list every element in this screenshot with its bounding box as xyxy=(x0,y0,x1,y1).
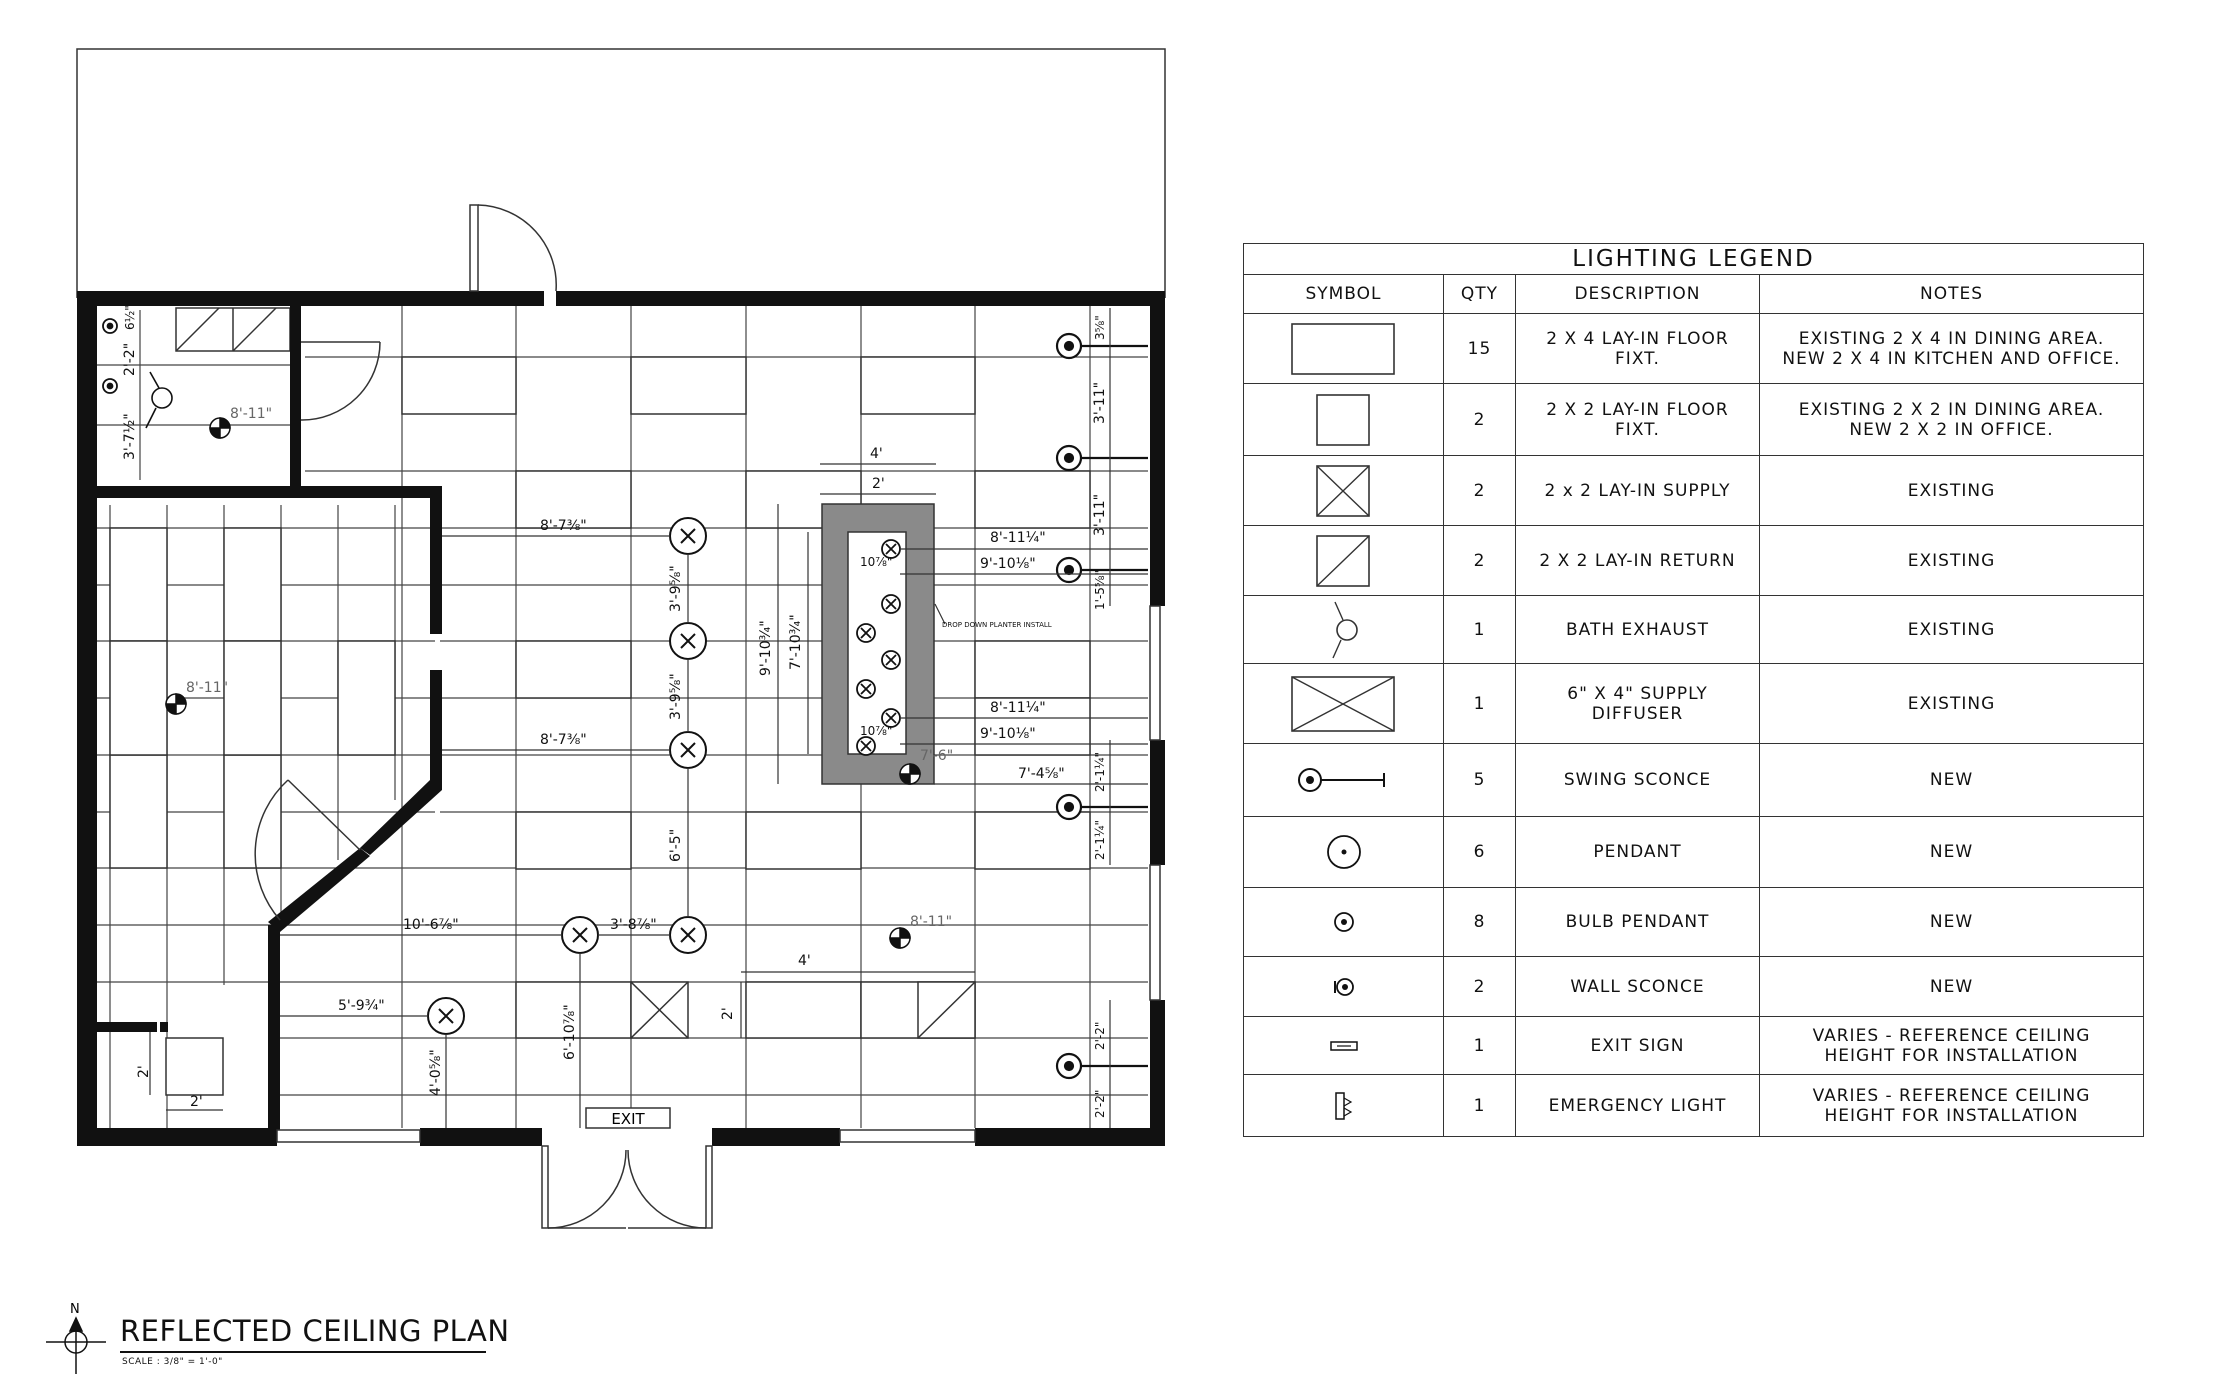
svg-text:2': 2' xyxy=(720,1007,736,1020)
exit-sign-label: EXIT xyxy=(611,1110,645,1128)
legend-description: 2 x 2 LAY-IN SUPPLY xyxy=(1516,456,1760,526)
svg-text:6'-10⅞": 6'-10⅞" xyxy=(562,1004,578,1060)
legend-row xyxy=(1244,664,2144,744)
legend-qty: 2 xyxy=(1444,384,1516,456)
svg-text:3'-11": 3'-11" xyxy=(1092,381,1108,424)
legend-row xyxy=(1244,957,2144,1017)
pendant-icon xyxy=(1244,817,1444,888)
svg-text:10⅞": 10⅞" xyxy=(860,724,893,738)
legend-description: WALL SCONCE xyxy=(1516,957,1760,1017)
north-label: N xyxy=(70,1302,80,1317)
2x2-supply-icon xyxy=(1244,456,1444,526)
2x2-floor-fixture-icon xyxy=(1244,384,1444,456)
col-qty: QTY xyxy=(1444,275,1516,314)
legend-notes: NEW xyxy=(1760,817,2144,888)
2x2-return-icon xyxy=(1244,526,1444,596)
col-description: DESCRIPTION xyxy=(1516,275,1760,314)
svg-text:4': 4' xyxy=(870,446,883,462)
legend-qty: 6 xyxy=(1444,817,1516,888)
legend-row xyxy=(1244,596,2144,664)
svg-text:8'-7⅜": 8'-7⅜" xyxy=(540,732,587,748)
drawing-scale: SCALE : 3/8" = 1'-0" xyxy=(122,1357,223,1367)
svg-text:4': 4' xyxy=(798,953,811,969)
wall-sconce-icon xyxy=(1244,957,1444,1017)
legend-qty: 1 xyxy=(1444,1017,1516,1075)
legend-description: BATH EXHAUST xyxy=(1516,596,1760,664)
svg-text:8'-11": 8'-11" xyxy=(230,406,273,422)
legend-qty: 1 xyxy=(1444,664,1516,744)
drop-down-planter xyxy=(822,504,934,784)
legend-description: 2 X 2 LAY-IN RETURN xyxy=(1516,526,1760,596)
svg-text:2': 2' xyxy=(190,1094,203,1110)
legend-notes: EXISTING xyxy=(1760,596,2144,664)
legend-notes: EXISTING xyxy=(1760,664,2144,744)
legend-qty: 1 xyxy=(1444,596,1516,664)
svg-text:8'-11": 8'-11" xyxy=(186,680,229,696)
svg-text:DROP DOWN PLANTER INSTALL: DROP DOWN PLANTER INSTALL xyxy=(942,621,1052,629)
legend-qty: 1 xyxy=(1444,1075,1516,1137)
legend-qty: 8 xyxy=(1444,888,1516,957)
svg-text:3'-11": 3'-11" xyxy=(1092,493,1108,536)
lighting-legend-table xyxy=(1243,243,2144,1137)
legend-notes: NEW xyxy=(1760,888,2144,957)
svg-text:1'-5⅝": 1'-5⅝" xyxy=(1093,569,1107,610)
legend-notes: NEW xyxy=(1760,744,2144,817)
svg-text:7'-6": 7'-6" xyxy=(920,748,954,764)
legend-qty: 5 xyxy=(1444,744,1516,817)
legend-qty: 2 xyxy=(1444,456,1516,526)
bulb-pendant-icon xyxy=(1244,888,1444,957)
svg-text:3'-9⅝": 3'-9⅝" xyxy=(668,565,684,612)
bath-exhaust xyxy=(146,372,172,428)
wall-sconces xyxy=(103,319,117,393)
svg-text:7'-4⅝": 7'-4⅝" xyxy=(1018,766,1065,782)
legend-description: 2 X 2 LAY-IN FLOOR FIXT. xyxy=(1516,384,1760,456)
legend-description: 2 X 4 LAY-IN FLOOR FIXT. xyxy=(1516,314,1760,384)
legend-description: PENDANT xyxy=(1516,817,1760,888)
title-underline xyxy=(120,1351,486,1353)
svg-text:4'-0⅝": 4'-0⅝" xyxy=(428,1049,444,1096)
legend-description: EMERGENCY LIGHT xyxy=(1516,1075,1760,1137)
svg-text:2'-2": 2'-2" xyxy=(1093,1021,1107,1050)
legend-qty: 2 xyxy=(1444,526,1516,596)
svg-text:2'-2": 2'-2" xyxy=(1093,1089,1107,1118)
pendants xyxy=(428,518,706,1034)
svg-text:8'-11": 8'-11" xyxy=(910,914,953,930)
svg-text:2'-1¼": 2'-1¼" xyxy=(1093,819,1107,860)
legend-notes: VARIES - REFERENCE CEILING HEIGHT FOR INSTALLATION xyxy=(1760,1017,2144,1075)
legend-row xyxy=(1244,1075,2144,1137)
col-symbol: SYMBOL xyxy=(1244,275,1444,314)
legend-qty: 15 xyxy=(1444,314,1516,384)
legend-notes: EXISTING 2 X 4 IN DINING AREA. NEW 2 X 4 IN KITCHEN AND OFFICE. xyxy=(1760,314,2144,384)
legend-description: EXIT SIGN xyxy=(1516,1017,1760,1075)
legend-notes: VARIES - REFERENCE CEILING HEIGHT FOR INSTALLATION xyxy=(1760,1075,2144,1137)
svg-text:9'-10⅛": 9'-10⅛" xyxy=(980,556,1036,572)
legend-qty: 2 xyxy=(1444,957,1516,1017)
legend-row xyxy=(1244,456,2144,526)
legend-row xyxy=(1244,888,2144,957)
svg-text:8'-11¼": 8'-11¼" xyxy=(990,530,1046,546)
svg-text:6'-5": 6'-5" xyxy=(668,828,684,862)
legend-title: LIGHTING LEGEND xyxy=(1244,244,2144,275)
svg-text:7'-10¾": 7'-10¾" xyxy=(788,614,804,670)
2x4-floor-fixture-icon xyxy=(1244,314,1444,384)
legend-description: 6" X 4" SUPPLY DIFFUSER xyxy=(1516,664,1760,744)
north-arrow-icon xyxy=(46,1318,106,1374)
svg-text:3'-8⅞": 3'-8⅞" xyxy=(610,917,657,933)
legend-row xyxy=(1244,526,2144,596)
legend-description: BULB PENDANT xyxy=(1516,888,1760,957)
roof-outline xyxy=(77,49,1165,298)
svg-text:9'-10⅛": 9'-10⅛" xyxy=(980,726,1036,742)
svg-text:3'-7½": 3'-7½" xyxy=(122,413,138,460)
bath-exhaust-icon xyxy=(1244,596,1444,664)
svg-text:10'-6⅞": 10'-6⅞" xyxy=(403,917,459,933)
exit-sign-icon xyxy=(1244,1017,1444,1075)
legend-row xyxy=(1244,1017,2144,1075)
svg-text:6½": 6½" xyxy=(123,305,137,330)
legend-row xyxy=(1244,817,2144,888)
supply-diffuser-icon xyxy=(1244,664,1444,744)
svg-text:2': 2' xyxy=(136,1065,152,1078)
svg-text:2'-1¼": 2'-1¼" xyxy=(1093,751,1107,792)
swing-sconce-icon xyxy=(1244,744,1444,817)
col-notes: NOTES xyxy=(1760,275,2144,314)
legend-row xyxy=(1244,384,2144,456)
legend-row xyxy=(1244,314,2144,384)
svg-text:8'-11¼": 8'-11¼" xyxy=(990,700,1046,716)
svg-text:2': 2' xyxy=(872,476,885,492)
svg-text:9'-10¾": 9'-10¾" xyxy=(758,620,774,676)
emergency-light-icon xyxy=(1244,1075,1444,1137)
legend-notes: EXISTING xyxy=(1760,456,2144,526)
svg-text:8'-7⅜": 8'-7⅜" xyxy=(540,518,587,534)
legend-notes: EXISTING xyxy=(1760,526,2144,596)
svg-text:5'-9¾": 5'-9¾" xyxy=(338,998,385,1014)
drawing-title: REFLECTED CEILING PLAN xyxy=(120,1314,510,1348)
legend-description: SWING SCONCE xyxy=(1516,744,1760,817)
svg-text:3'-9⅝": 3'-9⅝" xyxy=(668,673,684,720)
svg-text:2'-2": 2'-2" xyxy=(122,342,138,376)
legend-notes: EXISTING 2 X 2 IN DINING AREA. NEW 2 X 2 IN OFFICE. xyxy=(1760,384,2144,456)
legend-row xyxy=(1244,744,2144,817)
svg-text:10⅞": 10⅞" xyxy=(860,555,893,569)
svg-text:3⅝": 3⅝" xyxy=(1093,315,1107,340)
legend-notes: NEW xyxy=(1760,957,2144,1017)
